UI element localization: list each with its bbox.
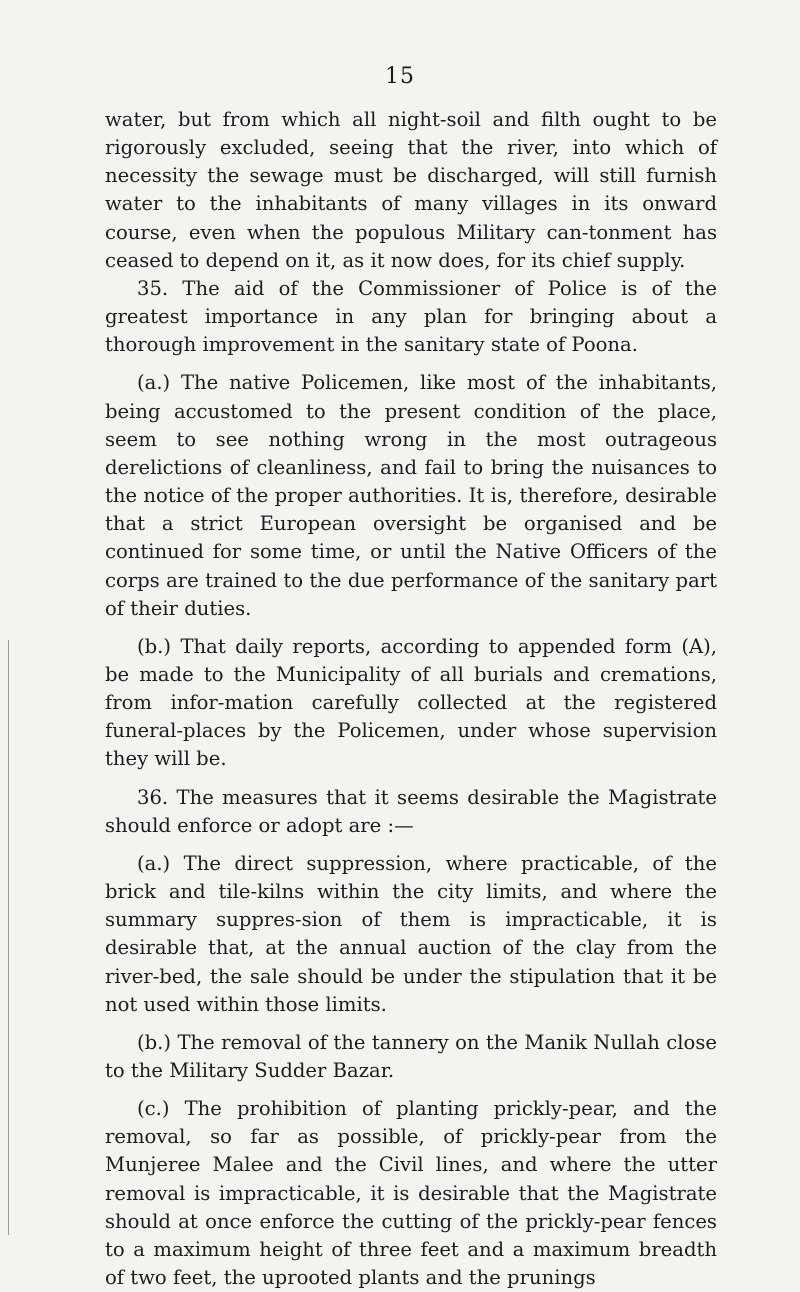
body-text [105,106,717,1292]
scan-edge-line [8,640,9,1235]
paragraph-35b: (b.) That daily reports, according to appended form (A), be made to the Municipality of all burials and cremations, from infor-mation carefully collected at the registered funeral-places by the Policemen, under whose supervision they will be. [105,634,717,771]
paragraph-36: 36. The measures that it seems desirable the Magistrate should enforce or adopt are :— [105,785,717,837]
page-number: 15 [385,64,415,89]
paragraph-35: 35. The aid of the Commissioner of Police is of the greatest importance in any plan for bringing about a thorough improvement in the sanitary state of Poona. [105,276,717,357]
paragraph-36a: (a.) The direct suppression, where practicable, of the brick and tile-kilns within the city limits, and where the summary suppres-sion of them is impracticable, it is desirable that, at the annual auction of the clay from the river-bed, the sale should be under the stipulation that it be not used within those limits. [105,851,717,1016]
paragraph-35a: (a.) The native Policemen, like most of the inhabitants, being accustomed to the present condition of the place, seem to see nothing wrong in the most outrageous derelictions of cleanliness, and fail to bring the nuisances to the notice of the proper authorities. It is, therefore, desirable that a strict European oversight be organised and be continued for some time, or until the Native Officers of the corps are trained to the due performance of the sanitary part of their duties. [105,371,717,620]
paragraph-36b: (b.) The removal of the tannery on the Manik Nullah close to the Military Sudder Bazar. [105,1030,717,1082]
paragraph-36c: (c.) The prohibition of planting prickly-pear, and the removal, so far as possible, of prickly-pear from the Munjeree Malee and the Civil lines, and where the utter removal is impracticable, it is desirable that the Magistrate should at once enforce the cutting of the prickly-pear fences to a maximum height of three feet and a maximum breadth of two feet, the uprooted plants and the prunings [105,1097,717,1290]
paragraph-continuation: water, but from which all night-soil and filth ought to be rigorously excluded, seeing that the river, into which of necessity the sewage must be discharged, will still furnish water to the inhabitants of many villages in its onward course, even when the populous Military can-tonment has ceased to depend on it, as it now does, for its chief supply. [105,108,717,272]
